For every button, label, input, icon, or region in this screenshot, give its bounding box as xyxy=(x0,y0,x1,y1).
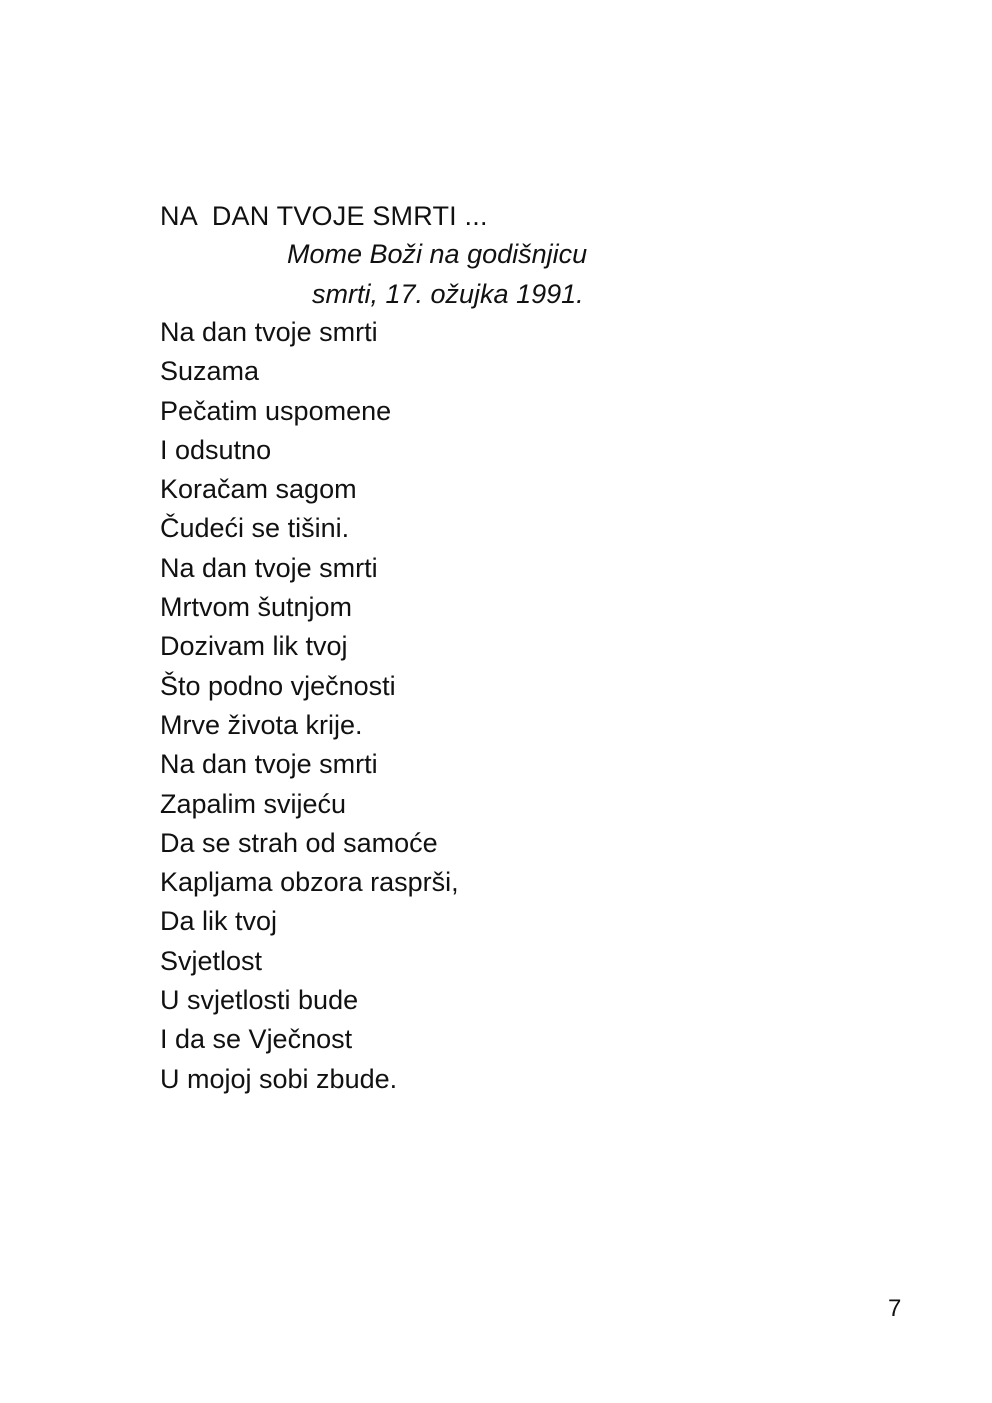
verse-line: Na dan tvoje smrti xyxy=(160,552,378,583)
verse-line: Suzama xyxy=(160,356,260,387)
verse-line: Čudeći se tišini. xyxy=(160,513,350,544)
dedication-line: Mome Boži na godišnjicu xyxy=(287,239,588,269)
verse-line: Na dan tvoje smrti xyxy=(160,749,378,780)
dedication-line: smrti, 17. ožujka 1991. xyxy=(312,279,584,309)
verse-line: Na dan tvoje smrti xyxy=(160,317,378,347)
verse-line: Mrtvom šutnjom xyxy=(160,592,353,623)
verse-line: Što podno vječnosti xyxy=(160,670,396,701)
verse-line: U svjetlosti bude xyxy=(160,985,359,1016)
verse-line: U mojoj sobi zbude. xyxy=(160,1063,398,1094)
poem-title: NA DAN TVOJE SMRTI ... xyxy=(160,201,488,231)
verse-line: Da lik tvoj xyxy=(160,906,278,937)
verse-line: Svjetlost xyxy=(160,945,263,976)
verse-line: I odsutno xyxy=(160,434,272,465)
verse-line: Pečatim uspomene xyxy=(160,395,392,426)
verse-line: I da se Vječnost xyxy=(160,1024,353,1055)
page-number: 7 xyxy=(888,1295,902,1322)
poem-verses xyxy=(160,313,459,1099)
verse-line: Mrve života krije. xyxy=(160,709,363,740)
verse-line: Dozivam lik tvoj xyxy=(160,631,348,662)
verse-line: Zapalim svijeću xyxy=(160,788,347,819)
verse-line: Da se strah od samoće xyxy=(160,827,438,858)
verse-line: Koračam sagom xyxy=(160,474,357,505)
verse-line: Kapljama obzora rasprši, xyxy=(160,867,459,898)
